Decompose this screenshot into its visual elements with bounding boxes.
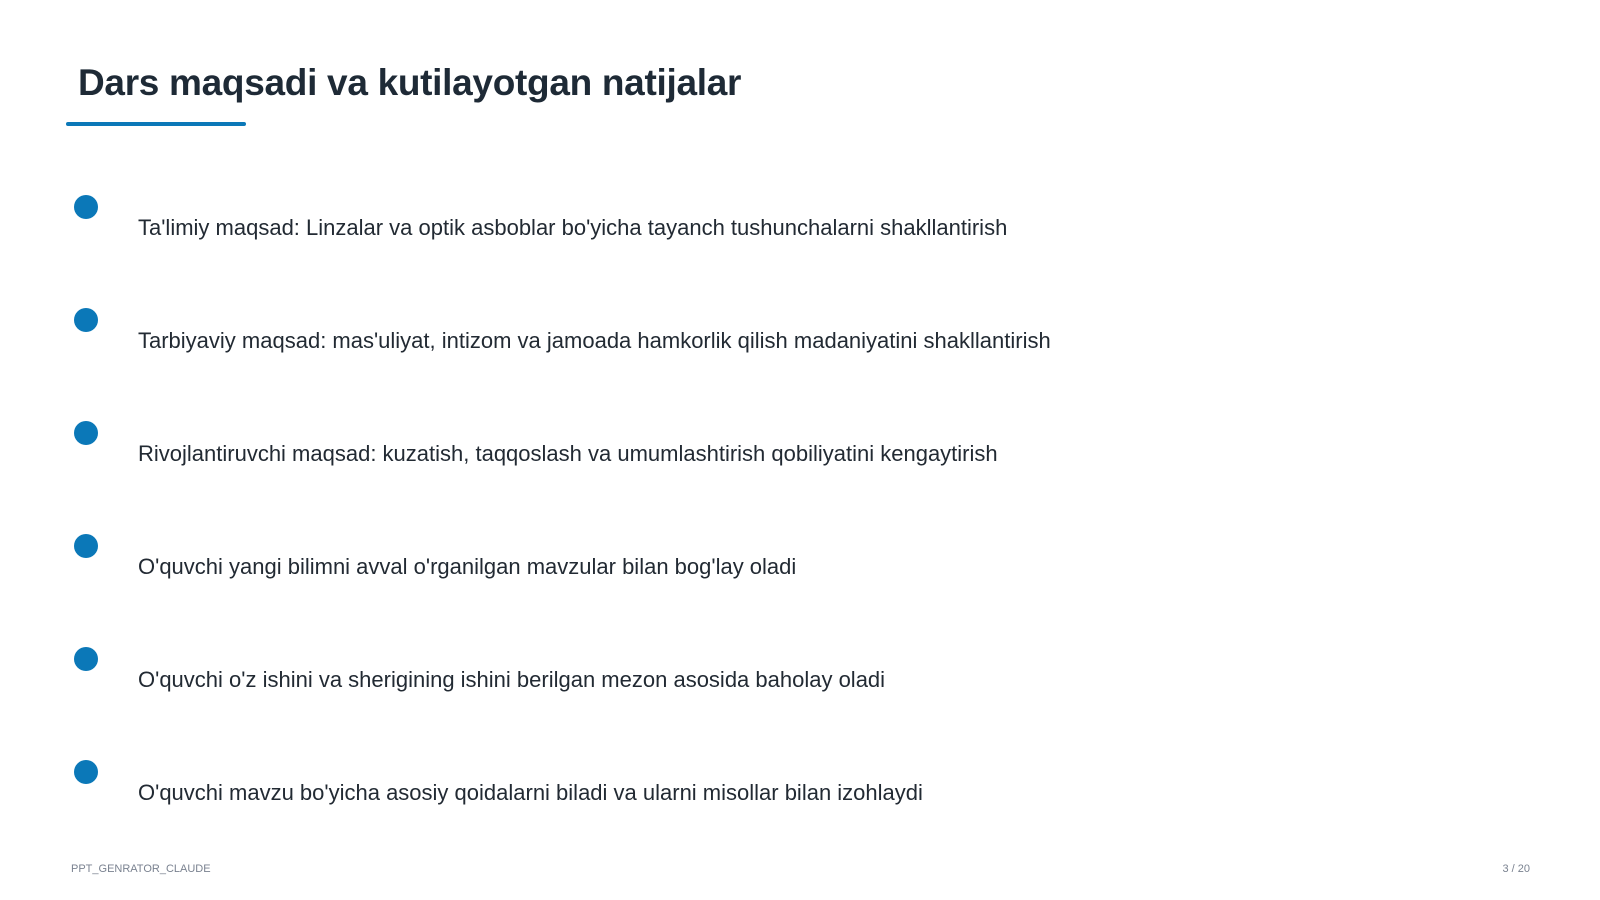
bullet-text: Tarbiyaviy maqsad: mas'uliyat, intizom va jamoada hamkorlik qilish madaniyatini shakllantirish — [138, 328, 1051, 353]
page-number: 3 / 20 — [1502, 863, 1530, 875]
bullet-dot-icon — [74, 308, 98, 332]
bullet-dot-icon — [74, 760, 98, 784]
bullet-text: O'quvchi yangi bilimni avval o'rganilgan mavzular bilan bog'lay oladi — [138, 554, 797, 579]
bullet-text: O'quvchi mavzu bo'yicha asosiy qoidalarni biladi va ularni misollar bilan izohlaydi — [138, 780, 923, 805]
list-item — [0, 534, 1600, 594]
footer-source-label: PPT_GENRATOR_CLAUDE — [71, 863, 211, 875]
list-item — [0, 421, 1600, 481]
list-item — [0, 760, 1600, 820]
bullet-dot-icon — [74, 421, 98, 445]
list-item — [0, 647, 1600, 707]
bullet-dot-icon — [74, 647, 98, 671]
bullet-text: O'quvchi o'z ishini va sherigining ishini berilgan mezon asosida baholay oladi — [138, 667, 886, 692]
bullet-dot-icon — [74, 195, 98, 219]
slide-title: Dars maqsadi va kutilayotgan natijalar — [78, 62, 742, 103]
bullet-text: Rivojlantiruvchi maqsad: kuzatish, taqqoslash va umumlashtirish qobiliyatini kengaytirish — [138, 441, 998, 466]
bullet-dot-icon — [74, 534, 98, 558]
list-item — [0, 308, 1600, 368]
list-item — [0, 195, 1600, 255]
bullet-text: Ta'limiy maqsad: Linzalar va optik asboblar bo'yicha tayanch tushunchalarni shakllantirish — [138, 215, 1008, 240]
